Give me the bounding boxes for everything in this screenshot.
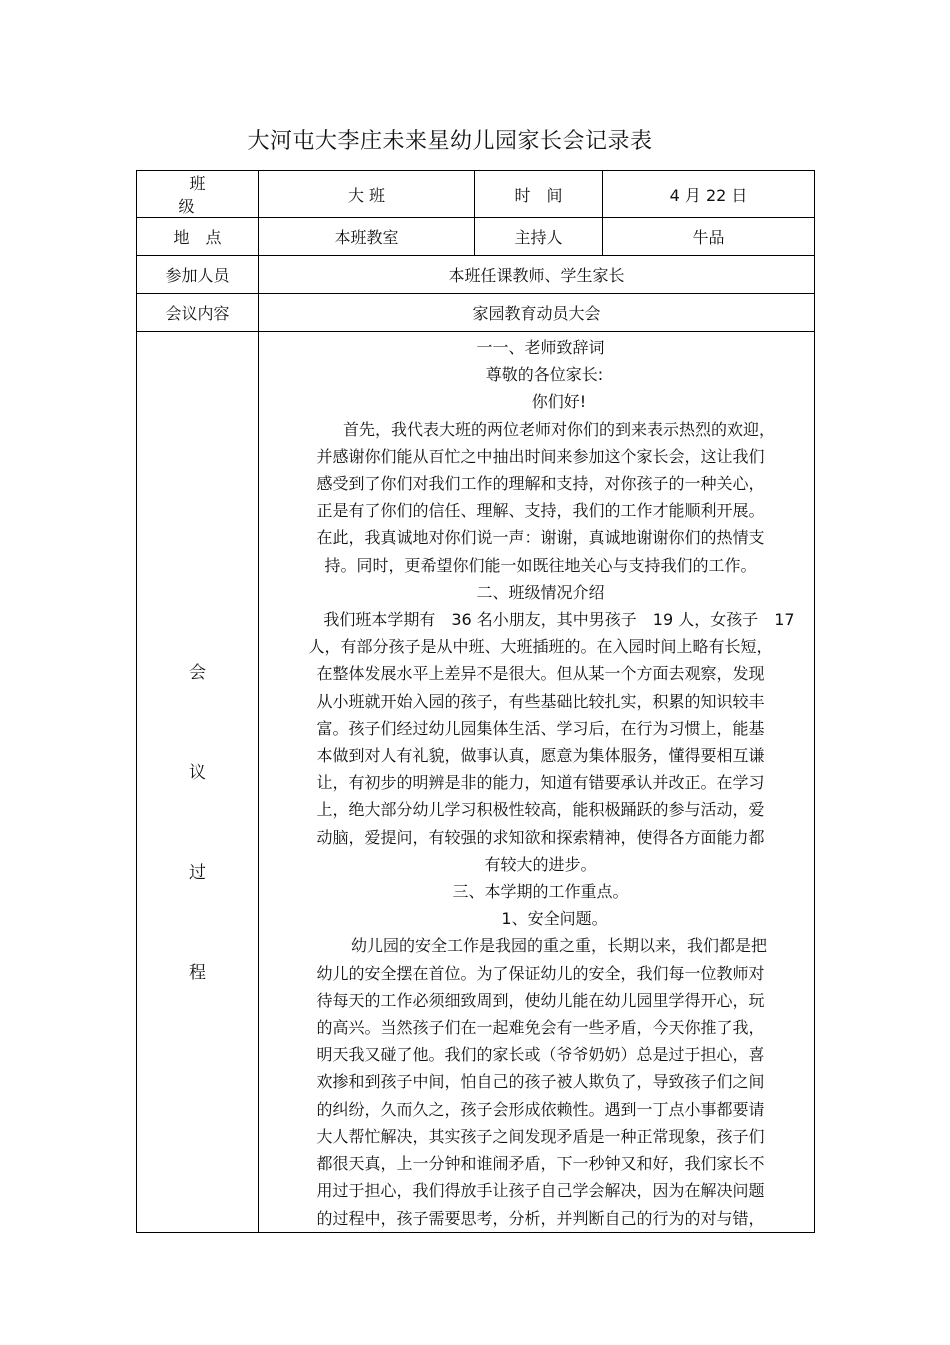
- body-line: 用过于担心，我们得放手让孩子自己学会解决，因为在解决问题: [316, 1181, 765, 1201]
- body-line: 有较大的进步。: [484, 854, 597, 874]
- process-label-char: 会: [189, 662, 206, 683]
- process-label-char: 程: [189, 962, 206, 983]
- place-label: 地 点: [137, 218, 259, 256]
- record-table: [136, 170, 815, 1233]
- body-line: 的纠纷，久而久之，孩子会形成依赖性。遇到一丁点小事都要请: [316, 1099, 765, 1119]
- body-line: 明天我又碰了他。我们的家长或（爷爷奶奶）总是过于担心，喜: [316, 1045, 765, 1065]
- body-line: 我们班本学期有 36 名小朋友，其中男孩子 19 人，女孩子 17: [323, 610, 795, 630]
- process-label-char: 过: [189, 862, 206, 883]
- page-title: 大河屯大李庄未来星幼儿园家长会记录表: [247, 129, 653, 154]
- place-value: 本班教室: [259, 218, 475, 256]
- body-line: 富。孩子们经过幼儿园集体生活、学习后，在行为习惯上，能基: [316, 718, 765, 738]
- time-label: 时 间: [475, 171, 603, 218]
- body-line: 让，有初步的明辨是非的能力，知道有错要承认并改正。在学习: [316, 773, 765, 793]
- body-line: 感受到了你们对我们工作的理解和支持，对你孩子的一种关心，: [316, 474, 765, 494]
- body-line: 三、本学期的工作重点。: [452, 882, 629, 902]
- body-line: 本做到对人有礼貌，做事认真，愿意为集体服务，懂得要相互谦: [316, 746, 765, 766]
- process-label: [137, 332, 259, 1233]
- row-attendees: [137, 256, 815, 294]
- content-label: 会议内容: [137, 294, 259, 332]
- process-label-char: 议: [189, 762, 206, 783]
- body-line: 大人帮忙解决，其实孩子之间发现矛盾是一种正常现象，孩子们: [316, 1126, 765, 1146]
- row-place-host: [137, 218, 815, 256]
- body-line: 幼儿园的安全工作是我园的重之重，长期以来，我们都是把: [350, 936, 767, 956]
- body-line: 二、班级情况介绍: [476, 582, 605, 602]
- body-line: 人，有部分孩子是从中班、大班插班的。在入园时间上略有长短，: [308, 637, 773, 657]
- process-body: [259, 332, 815, 1233]
- time-value: 4 月 22 日: [603, 171, 815, 218]
- body-line: 一一、老师致辞词: [476, 338, 605, 357]
- body-line: 正是有了你们的信任、理解、支持，我们的工作才能顺利开展。: [316, 501, 765, 521]
- body-line: 尊敬的各位家长:: [485, 365, 604, 385]
- row-process: [137, 332, 815, 1233]
- body-line: 动脑，爱提问，有较强的求知欲和探索精神，使得各方面能力都: [316, 827, 765, 847]
- body-line: 欢掺和到孩子中间，怕自己的孩子被人欺负了，导致孩子们之间: [316, 1072, 765, 1092]
- class-value: 大 班: [259, 171, 475, 218]
- body-line: 在整体发展水平上差异不是很大。但从某一个方面去观察，发现: [316, 664, 765, 684]
- class-label: 班 级: [137, 171, 259, 218]
- body-line: 幼儿的安全摆在首位。为了保证幼儿的安全，我们每一位教师对: [316, 963, 765, 983]
- host-label: 主持人: [475, 218, 603, 256]
- attendees-label: 参加人员: [137, 256, 259, 294]
- body-line: 待每天的工作必须细致周到，使幼儿能在幼儿园里学得开心，玩: [316, 990, 765, 1010]
- row-content: [137, 294, 815, 332]
- body-line: 的高兴。当然孩子们在一起难免会有一些矛盾，今天你推了我，: [316, 1018, 765, 1038]
- row-class-time: [137, 171, 815, 218]
- body-line: 都很天真，上一分钟和谁闹矛盾，下一秒钟又和好，我们家长不: [316, 1154, 765, 1174]
- body-line: 上，绝大部分幼儿学习积极性较高，能积极踊跃的参与活动，爱: [316, 800, 765, 820]
- body-line: 你们好!: [531, 392, 587, 412]
- body-line: 首先，我代表大班的两位老师对你们的到来表示热烈的欢迎，: [342, 419, 775, 439]
- body-line: 并感谢你们能从百忙之中抽出时间来参加这个家长会，这让我们: [316, 446, 765, 466]
- attendees-value: 本班任课教师、学生家长: [259, 256, 815, 294]
- host-value: 牛品: [603, 218, 815, 256]
- content-value: 家园教育动员大会: [259, 294, 815, 332]
- body-line: 从小班就开始入园的孩子，有些基础比较扎实，积累的知识较丰: [316, 691, 765, 711]
- body-line: 1、安全问题。: [501, 909, 608, 929]
- body-line: 的过程中，孩子需要思考，分析，并判断自己的行为的对与错，: [316, 1208, 765, 1228]
- body-line: 在此，我真诚地对你们说一声：谢谢，真诚地谢谢你们的热情支: [316, 528, 765, 548]
- body-line: 持。同时，更希望你们能一如既往地关心与支持我们的工作。: [324, 555, 757, 575]
